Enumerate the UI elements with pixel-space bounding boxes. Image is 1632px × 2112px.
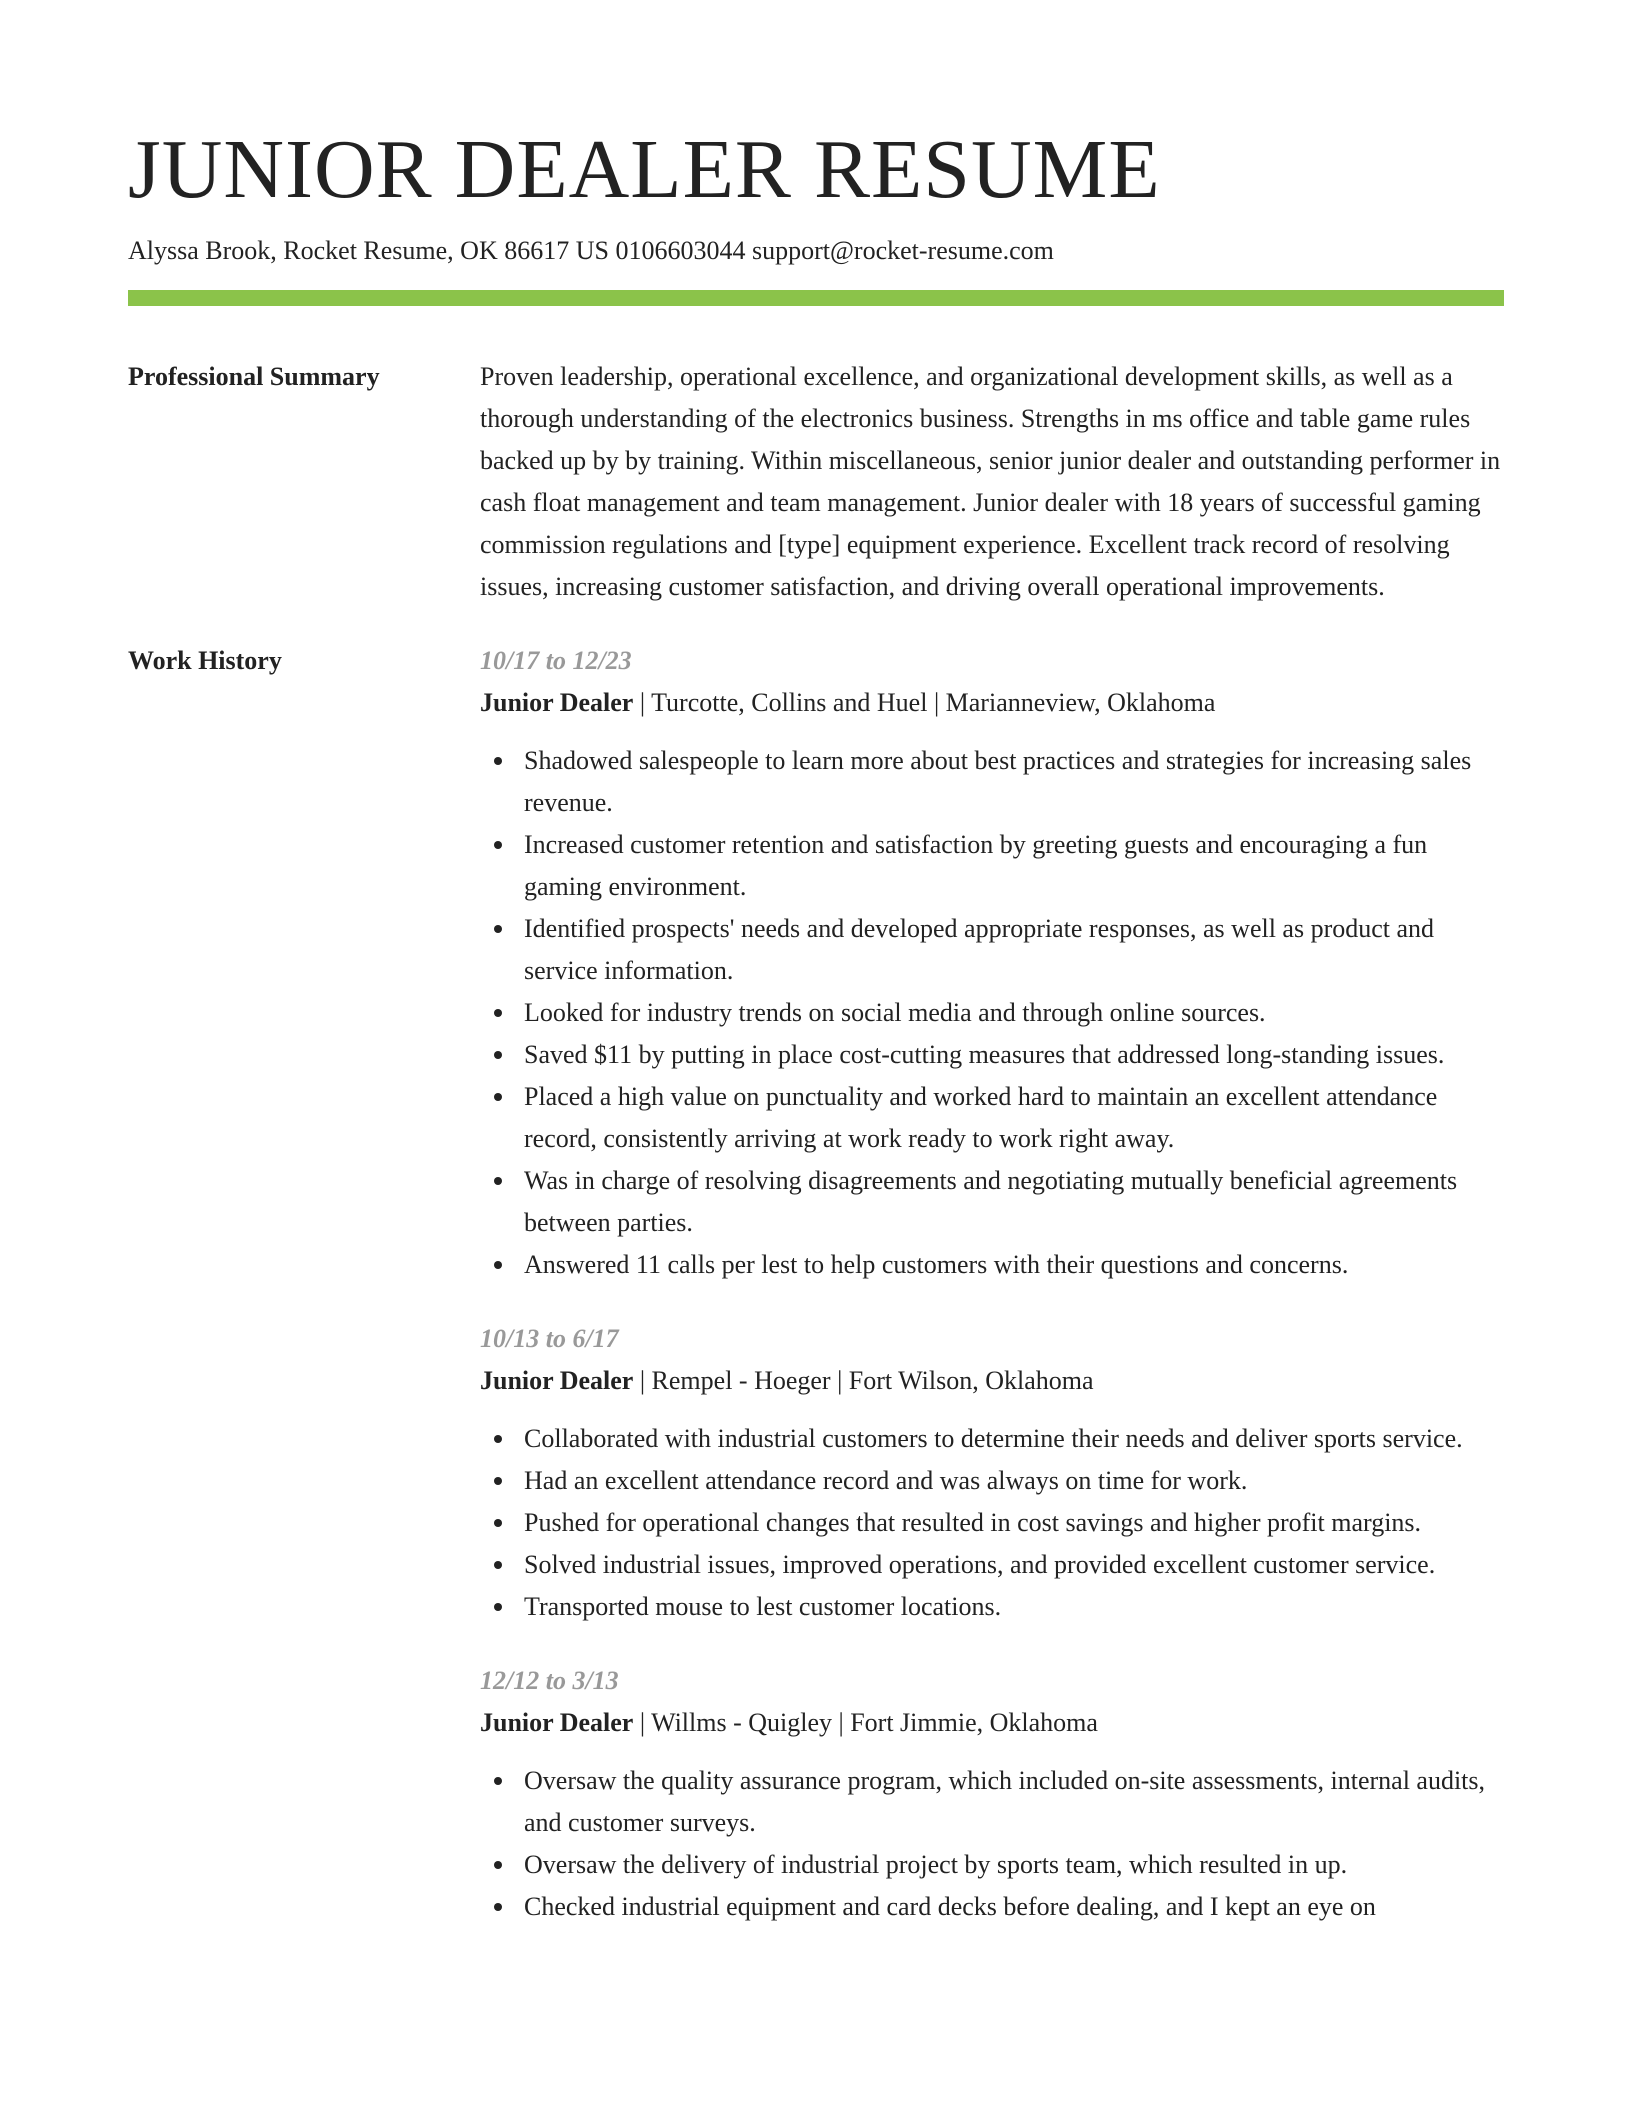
job-bullet-text: Answered 11 calls per lest to help customers with their questions and concerns. xyxy=(524,1250,1349,1279)
bullet-dot-icon xyxy=(494,1435,502,1443)
job-company-location: | Rempel - Hoeger | Fort Wilson, Oklahoma xyxy=(633,1366,1094,1395)
bullet-dot-icon xyxy=(494,757,502,765)
job-bullet-text: Identified prospects' needs and developed appropriate responses, as well as product and service information. xyxy=(524,914,1435,985)
bullet-dot-icon xyxy=(494,841,502,849)
bullet-dot-icon xyxy=(494,1603,502,1611)
bullet-dot-icon xyxy=(494,1051,502,1059)
job-bullet-text: Checked industrial equipment and card decks before dealing, and I kept an eye on xyxy=(524,1892,1376,1921)
bullet-dot-icon xyxy=(494,1177,502,1185)
section-label-work-history: Work History xyxy=(128,646,282,675)
job-bullet xyxy=(480,824,1504,908)
job-bullet-text: Collaborated with industrial customers to determine their needs and deliver sports service. xyxy=(524,1424,1463,1453)
bullet-dot-icon xyxy=(494,1777,502,1785)
summary-body xyxy=(480,356,1504,608)
bullet-dot-icon xyxy=(494,1261,502,1269)
job-bullet xyxy=(480,1544,1504,1586)
job-title: Junior Dealer xyxy=(480,688,634,717)
job-bullet xyxy=(480,1844,1504,1886)
job-bullet-text: Transported mouse to lest customer locations. xyxy=(524,1592,1002,1621)
job-bullet-text: Had an excellent attendance record and was always on time for work. xyxy=(524,1466,1248,1495)
bullet-dot-icon xyxy=(494,1477,502,1485)
job-bullet-text: Oversaw the delivery of industrial project by sports team, which resulted in up. xyxy=(524,1850,1348,1879)
bullet-dot-icon xyxy=(494,1009,502,1017)
job-bullet xyxy=(480,1244,1504,1286)
job-bullet-text: Pushed for operational changes that resulted in cost savings and higher profit margins. xyxy=(524,1508,1422,1537)
job-title: Junior Dealer xyxy=(480,1366,634,1395)
job-bullet-text: Shadowed salespeople to learn more about best practices and strategies for increasing sales revenue. xyxy=(524,746,1472,817)
work-history-list xyxy=(480,640,1504,1928)
job-bullet xyxy=(480,1502,1504,1544)
job-company-location: | Turcotte, Collins and Huel | Marianneview, Oklahoma xyxy=(633,688,1216,717)
job-bullet xyxy=(480,1886,1504,1928)
job-company-location: | Willms - Quigley | Fort Jimmie, Oklahoma xyxy=(633,1708,1098,1737)
professional-summary-section xyxy=(128,356,1504,608)
bullet-dot-icon xyxy=(494,1561,502,1569)
job-bullet-text: Looked for industry trends on social media and through online sources. xyxy=(524,998,1266,1027)
job-bullet xyxy=(480,1460,1504,1502)
summary-text: Proven leadership, operational excellence, and organizational development skills, as well as a thorough understanding of the electronics business. Strengths in ms office and table game rules backed up by by training. Within miscellaneous, senior junior dealer and outstanding performer in cash float management and team management. Junior dealer with 18 years of successful gaming commission regulations and [type] equipment experience. Excellent track record of resolving issues, increasing customer satisfaction, and driving overall operational improvements. xyxy=(480,362,1501,601)
job-bullet xyxy=(480,908,1504,992)
job-header-line xyxy=(480,1702,1504,1744)
job-bullet xyxy=(480,1160,1504,1244)
job-bullet xyxy=(480,1034,1504,1076)
work-history-section xyxy=(128,640,1504,1928)
job-bullet-list xyxy=(480,740,1504,1286)
accent-divider xyxy=(128,290,1504,306)
job-bullet xyxy=(480,1586,1504,1628)
job-bullet-text: Placed a high value on punctuality and worked hard to maintain an excellent attendance record, consistently arriving at work ready to work right away. xyxy=(524,1082,1438,1153)
resume-page xyxy=(128,0,1504,1928)
job-title: Junior Dealer xyxy=(480,1708,634,1737)
bullet-dot-icon xyxy=(494,1093,502,1101)
job-entry xyxy=(480,640,1504,1286)
job-bullet-text: Was in charge of resolving disagreements and negotiating mutually beneficial agreements between parties. xyxy=(524,1166,1458,1237)
job-bullet xyxy=(480,1076,1504,1160)
bullet-dot-icon xyxy=(494,1903,502,1911)
job-bullet xyxy=(480,1760,1504,1844)
bullet-dot-icon xyxy=(494,1861,502,1869)
job-entry xyxy=(480,1318,1504,1628)
resume-title: JUNIOR DEALER RESUME xyxy=(128,123,1161,216)
job-header-line xyxy=(480,1360,1504,1402)
job-bullet-text: Oversaw the quality assurance program, which included on-site assessments, internal audits, and customer surveys. xyxy=(524,1766,1486,1837)
job-bullet xyxy=(480,1418,1504,1460)
bullet-dot-icon xyxy=(494,1519,502,1527)
job-header-line xyxy=(480,682,1504,724)
job-dates: 10/17 to 12/23 xyxy=(480,646,632,675)
job-dates: 12/12 to 3/13 xyxy=(480,1666,619,1695)
job-bullet xyxy=(480,992,1504,1034)
job-dates: 10/13 to 6/17 xyxy=(480,1324,619,1353)
contact-line: Alyssa Brook, Rocket Resume, OK 86617 US 0106603044 support@rocket-resume.com xyxy=(128,236,1054,265)
job-bullet-text: Saved $11 by putting in place cost-cutting measures that addressed long-standing issues. xyxy=(524,1040,1445,1069)
job-bullet xyxy=(480,740,1504,824)
job-bullet-list xyxy=(480,1418,1504,1628)
section-label-professional-summary: Professional Summary xyxy=(128,362,380,391)
job-entry xyxy=(480,1660,1504,1928)
job-bullet-list xyxy=(480,1760,1504,1928)
job-bullet-text: Increased customer retention and satisfaction by greeting guests and encouraging a fun gaming environment. xyxy=(524,830,1428,901)
bullet-dot-icon xyxy=(494,925,502,933)
job-bullet-text: Solved industrial issues, improved operations, and provided excellent customer service. xyxy=(524,1550,1436,1579)
